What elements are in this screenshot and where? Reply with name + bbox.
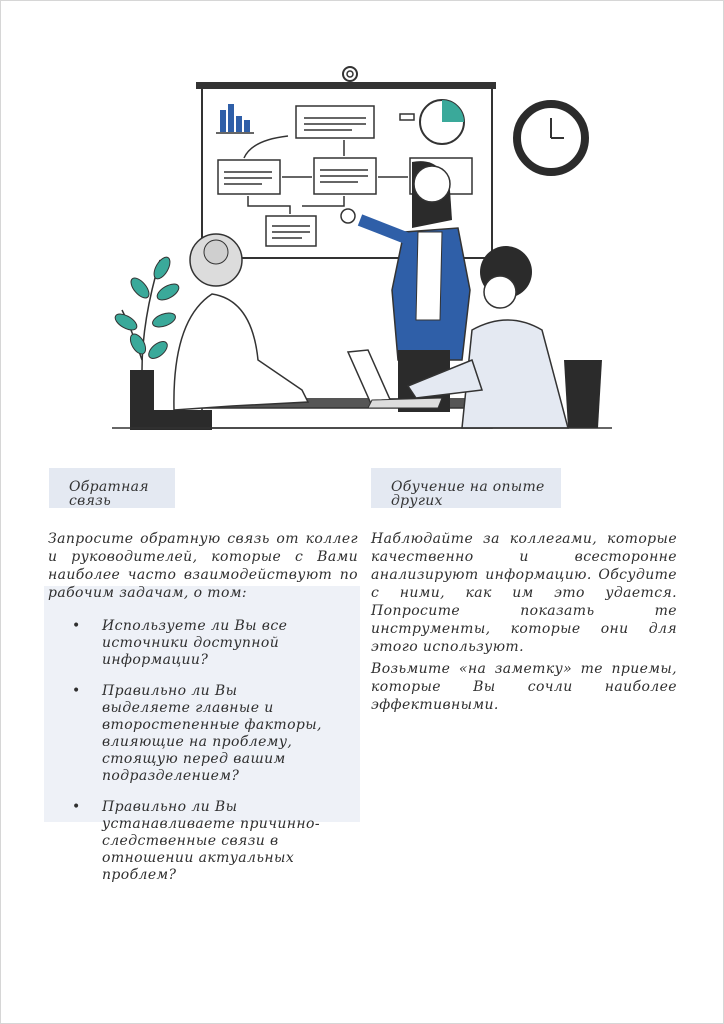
list-item: [60, 618, 324, 669]
tag-learning-from-others: [371, 468, 561, 508]
tag-feedback: [49, 468, 175, 508]
list-item: [60, 683, 324, 785]
tag-feedback-label: Обратная связь: [69, 479, 149, 509]
plant: [113, 255, 182, 430]
list-item-text: Используете ли Вы все источники доступной информации?: [102, 618, 288, 668]
meeting-illustration: [112, 60, 612, 440]
board-hanger: [196, 67, 496, 89]
list-item-text: Правильно ли Вы выделяете главные и второстепенные факторы, влияющие на проблему, стоящую перед вашим подразделением?: [102, 683, 322, 784]
learning-paragraph-2: Возьмите «на заметку» те приемы, которые Вы сочли наиболее эффективными.: [371, 661, 677, 713]
list-item-text: Правильно ли Вы устанавливаете причинно-следственные связи в отношении актуальных проблем?: [102, 799, 320, 883]
clock-icon: [517, 104, 585, 172]
trash-bin: [564, 360, 602, 428]
bullet-icon: •: [72, 618, 81, 634]
learning-paragraph-1: Наблюдайте за коллегами, которые качественно и всесторонне анализируют информацию. Обсудите с ними, как им это удается. Попросите показать те инструменты, которые они для этого используют.: [371, 531, 677, 655]
bullet-icon: •: [72, 799, 81, 815]
tag-learning-label: Обучение на опыте других: [391, 479, 545, 509]
bullet-icon: •: [72, 683, 81, 699]
feedback-questions-list: [60, 618, 324, 898]
list-item: [60, 799, 324, 884]
feedback-intro-text: Запросите обратную связь от коллег и руководителей, которые с Вами наиболее часто взаимодействуют по рабочим задачам, о том:: [48, 531, 358, 601]
